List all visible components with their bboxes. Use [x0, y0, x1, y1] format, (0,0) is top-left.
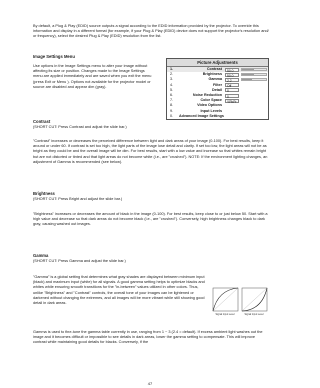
menu-item[interactable] — [167, 114, 268, 119]
image-settings-paragraph: Use options in the Image Settings menu to alter your image without affecting its size or position. Changes made to the Image Settings menu are applied immediately and are saved when you exit the menu (press Exit or Menu ). Options not available for the projector model or source are disabled and appear dim (gray). — [33, 64, 152, 89]
contrast-shortcut: (SHORT CUT: Press Contrast and adjust the slide bar.) — [33, 125, 127, 129]
menu-item-label: Brightness — [202, 72, 222, 77]
menu-item-number: 9. — [170, 108, 174, 113]
graph-caption-right: Signal Input Level — [244, 313, 264, 316]
menu-item-value[interactable]: Off — [225, 83, 239, 87]
brightness-shortcut: (SHORT CUT: Press Bright and adjust the slide bar.) — [33, 197, 123, 201]
menu-item-label: Noise Reduction — [192, 92, 222, 97]
gamma-paragraph: "Gamma" is a global setting that determines what gray shades are displayed between minimum input (black) and maximum input (white) for all signals. A good gamma setting helps to optimize blacks and whites while ensuring smooth transitions for the "in-between" values utilized in other colors. Thus, unlike "Brightness" and "Contrast" controls, the overall tone of your images can be lightened or darkened without changing the extremes, and all images will be more vibrant while still showing good detail in dark areas. — [33, 275, 205, 306]
menu-item-value[interactable]: 0 — [225, 94, 239, 98]
gamma-heading: Gamma — [33, 253, 49, 258]
image-settings-heading: Image Settings Menu — [33, 54, 75, 59]
brightness-heading: Brightness — [33, 191, 55, 196]
menu-item-number: 3. — [170, 77, 174, 82]
gamma-shortcut: (SHORT CUT: Press Gamma and adjust the slide bar.) — [33, 259, 126, 263]
menu-item-label: Filter — [212, 82, 222, 87]
menu-rows — [167, 67, 268, 119]
contrast-paragraph: "Contrast" increases or decreases the perceived difference between light and dark areas of your image (0-100). For best results, keep it around or under 60. If contrast is set too high, the light parts of the image lose detail and clarity. If set too low, the light areas will not be as bright as they could be and the overall image will be dim. For best results, start with a low value and increase so that whites remain bright but are not distorted or tinted and that light areas do not become white (i.e., are "crushed"). NOTE: If the environment lighting changes, an adjustment of Gamma is recommended (see below). — [33, 139, 268, 164]
intro-paragraph: By default, a Plug & Play (EDID) source outputs a signal according to the EDID information provided by the projector. To override this information and display in a different format (for example, if your Plug & Play (EDID) device does not support the projector's resolution and/ or frequency), select the desired Plug & Play (EDID) resolution from the list. — [33, 24, 269, 39]
menu-item-label: Contrast — [206, 67, 222, 71]
menu-item-number: 0. — [170, 113, 174, 118]
menu-item-value[interactable]: 2.2 — [225, 78, 239, 82]
menu-item-number: 8. — [170, 103, 174, 108]
menu-item-number: 5. — [170, 87, 174, 92]
menu-item-number: 1. — [170, 67, 174, 71]
gamma-graphs — [212, 287, 268, 315]
graph-caption-left: Signal Input Level — [215, 313, 235, 316]
slider-fill — [242, 74, 254, 75]
menu-item-label: Gamma — [208, 77, 222, 82]
menu-item-value[interactable]: 50.0 — [225, 73, 239, 77]
menu-item-number: 7. — [170, 98, 174, 103]
menu-item-number: 4. — [170, 82, 174, 87]
menu-item-slider[interactable] — [241, 78, 267, 81]
menu-item-label: Advanced Image Settings — [179, 113, 224, 118]
menu-item-label: Video Options — [197, 103, 222, 108]
picture-adjustments-menu — [166, 58, 269, 120]
gamma-footer-paragraph: Gamma is used to fine-tune the gamma table currently in use, ranging from 1 ~ 3 (2.4 = default). If excess ambient light washes out the image and it becomes difficult or impossible to see details in dark areas, lower the gamma setting to compensate. This will improve contrast while maintaining good details for blacks. Conversely, if the — [33, 330, 263, 345]
menu-item-number: 2. — [170, 72, 174, 77]
menu-item-slider[interactable] — [241, 73, 267, 76]
gamma-curves-graphic — [212, 287, 268, 313]
menu-item-label: Input Levels — [200, 108, 222, 113]
menu-item-slider[interactable] — [241, 68, 267, 71]
menu-item-label: Detail — [211, 87, 222, 92]
menu-item-number: 6. — [170, 92, 174, 97]
brightness-paragraph: "Brightness" increases or decreases the amount of black in the image (0-100). For best results, keep close to or just below 50. Start with a high value and decrease so that dark areas do not become black (i.e., are "crushed"). Conversely, high brightness changes black to dark gray, causing washed out images. — [33, 212, 268, 227]
contrast-heading: Contrast — [33, 119, 51, 124]
menu-item-value[interactable]: 50.0 — [225, 68, 239, 72]
menu-item-value[interactable]: 0 — [225, 88, 239, 92]
menu-item-label: Color Space — [200, 98, 222, 103]
slider-fill — [242, 79, 252, 80]
menu-item-value[interactable]: YPbPr — [225, 99, 239, 103]
slider-fill — [242, 69, 254, 70]
page-number: 47 — [147, 381, 153, 386]
menu-title: Picture Adjustments — [167, 59, 268, 67]
